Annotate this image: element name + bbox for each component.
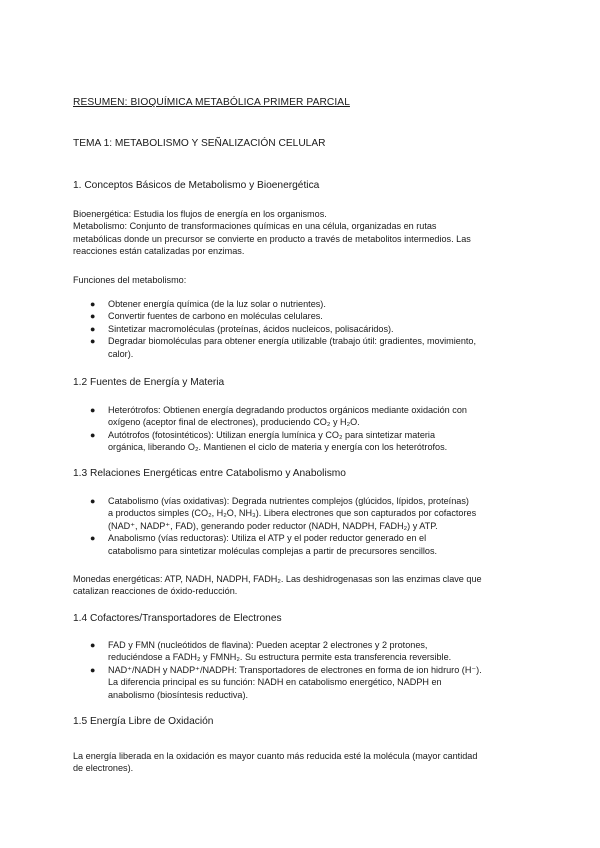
tema-heading: TEMA 1: METABOLISMO Y SEÑALIZACIÓN CELULAR <box>73 138 326 149</box>
bullet-icon: ● <box>90 405 96 415</box>
list-item: ● NAD⁺/NADH y NADP⁺/NADPH: Transportadores de electrones en forma de ion hidruro (H⁻). La diferencia principal es su función: NADH en catabolismo energético, NADPH en anabolismo (biosíntesis reductiva). <box>90 664 482 700</box>
list-item: ● Obtener energía química (de la luz solar o nutrientes). <box>90 299 326 309</box>
list-item: ● Degradar biomoléculas para obtener energía utilizable (trabajo útil: gradientes, movimiento, calor). <box>90 336 476 359</box>
monedas-paragraph <box>73 573 533 598</box>
list-item: ● Autótrofos (fotosintéticos): Utilizan energía lumínica y CO₂ para sintetizar materia orgánica, liberando O₂. Mantienen el ciclo de materia y energía con los heterótrofos. <box>90 429 448 453</box>
list-item: ● Anabolismo (vías reductoras): Utiliza el ATP y el poder reductor generado en el catabolismo para sintetizar moléculas complejas a partir de precursores sencillos. <box>90 533 438 556</box>
list-item: ● Sintetizar macromoléculas (proteínas, ácidos nucleicos, polisacáridos). <box>90 323 394 334</box>
paragraph-line: catalizan reacciones de óxido-reducción. <box>73 586 238 597</box>
bullet-icon: ● <box>90 299 96 309</box>
cofactores-list <box>90 639 530 701</box>
paragraph-line: metabólicas donde un precursor se convierte en producto a través de metabolitos intermedios. Las <box>73 233 471 244</box>
list-item: ● Heterótrofos: Obtienen energía degradando productos orgánicos mediante oxidación con oxígeno (aceptor final de electrones), produciendo CO₂ y H₂O. <box>90 405 467 428</box>
section-2-heading: 1.2 Fuentes de Energía y Materia <box>73 377 225 388</box>
bullet-icon: ● <box>90 429 96 440</box>
bullet-icon: ● <box>90 323 96 334</box>
paragraph-line: Bioenergética: Estudia los flujos de energía en los organismos. <box>73 209 327 219</box>
bullet-icon: ● <box>90 496 96 506</box>
relaciones-list <box>90 495 530 557</box>
document-title: RESUMEN: BIOQUÍMICA METABÓLICA PRIMER PARCIAL <box>73 97 350 108</box>
funciones-label: Funciones del metabolismo: <box>73 275 187 285</box>
bullet-icon: ● <box>90 336 96 347</box>
list-item: ● Catabolismo (vías oxidativas): Degrada nutrientes complejos (glúcidos, lípidos, proteínas) a productos simples (CO₂, H₂O, NH₃). Libera electrones que son capturados por cofactores (NAD⁺, NADP⁺, FAD), generando poder reductor (NADH, NADPH, FADH₂) y ATP. <box>90 496 477 531</box>
fuentes-list <box>90 404 530 454</box>
paragraph-line: Metabolismo: Conjunto de transformaciones químicas en una célula, organizadas en rutas <box>73 221 437 232</box>
paragraph-line: La energía liberada en la oxidación es mayor cuanto más reducida esté la molécula (mayor cantidad <box>73 751 478 761</box>
paragraph-line: reacciones están catalizadas por enzimas. <box>73 246 245 257</box>
paragraph-line: Monedas energéticas: ATP, NADH, NADPH, FADH₂. Las deshidrogenasas son las enzimas clave que <box>73 574 482 584</box>
paragraph-line: de electrones). <box>73 763 134 774</box>
section-1-heading: 1. Conceptos Básicos de Metabolismo y Bioenergética <box>73 180 320 191</box>
funciones-list <box>90 298 530 360</box>
section-3-heading: 1.3 Relaciones Energéticas entre Catabolismo y Anabolismo <box>73 468 346 479</box>
section-4-heading: 1.4 Cofactores/Transportadores de Electrones <box>73 613 282 624</box>
bullet-icon: ● <box>90 640 96 650</box>
list-item: ● Convertir fuentes de carbono en moléculas celulares. <box>90 311 323 322</box>
list-item: ● FAD y FMN (nucleótidos de flavina): Pueden aceptar 2 electrones y 2 protones, reduciéndose a FADH₂ y FMNH₂. Su estructura permite esta transferencia reversible. <box>90 640 452 663</box>
section-5-paragraph <box>73 750 533 775</box>
bullet-icon: ● <box>90 664 96 675</box>
bullet-icon: ● <box>90 311 96 322</box>
section-5-heading: 1.5 Energía Libre de Oxidación <box>73 716 214 727</box>
bullet-icon: ● <box>90 533 96 544</box>
section-1-paragraph <box>73 208 533 258</box>
